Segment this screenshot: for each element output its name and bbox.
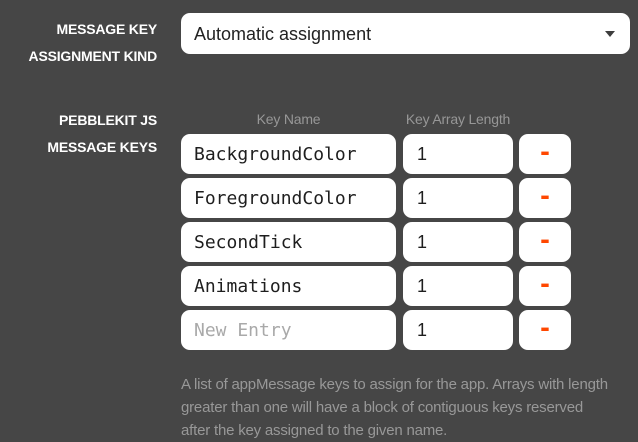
minus-icon: -	[540, 138, 550, 166]
message-key-row	[181, 222, 613, 262]
field-label-line: ASSIGNMENT KIND	[28, 48, 157, 64]
field-label-pebblekit-js-message-keys	[0, 107, 166, 161]
remove-key-button[interactable]	[519, 266, 571, 306]
message-key-row-new-entry	[181, 310, 613, 350]
key-array-length-input[interactable]	[403, 178, 513, 218]
key-array-length-input[interactable]	[403, 266, 513, 306]
key-array-length-input[interactable]	[403, 134, 513, 174]
message-keys-row	[0, 112, 638, 442]
field-label-line: MESSAGE KEYS	[47, 139, 157, 155]
message-key-row	[181, 266, 613, 306]
key-array-length-input[interactable]	[403, 310, 513, 350]
remove-key-button[interactable]	[519, 310, 571, 350]
assignment-kind-select-wrap	[181, 13, 630, 54]
minus-icon: -	[540, 270, 550, 298]
assignment-kind-select[interactable]	[181, 13, 630, 54]
field-label-line: MESSAGE KEY	[56, 21, 157, 37]
remove-key-button[interactable]	[519, 222, 571, 262]
remove-key-button[interactable]	[519, 134, 571, 174]
column-header-key-array-length: Key Array Length	[405, 111, 511, 127]
remove-key-button[interactable]	[519, 178, 571, 218]
key-name-input[interactable]	[181, 222, 396, 262]
field-label-message-key-assignment-kind	[0, 13, 166, 70]
assignment-kind-row	[0, 13, 638, 70]
key-name-input[interactable]	[181, 178, 396, 218]
field-label-line: PEBBLEKIT JS	[59, 112, 157, 128]
key-array-length-input[interactable]	[403, 222, 513, 262]
message-key-row	[181, 134, 613, 174]
key-name-input[interactable]	[181, 134, 396, 174]
minus-icon: -	[540, 314, 550, 342]
new-key-name-input[interactable]	[181, 310, 396, 350]
column-header-key-name: Key Name	[256, 111, 321, 127]
key-name-input[interactable]	[181, 266, 396, 306]
message-key-row	[181, 178, 613, 218]
keys-table-header	[181, 112, 613, 127]
minus-icon: -	[540, 182, 550, 210]
minus-icon: -	[540, 226, 550, 254]
help-text: A list of appMessage keys to assign for the app. Arrays with length greater than one will have a block of contiguous keys reserved after the key assigned to the given name.	[181, 376, 608, 439]
